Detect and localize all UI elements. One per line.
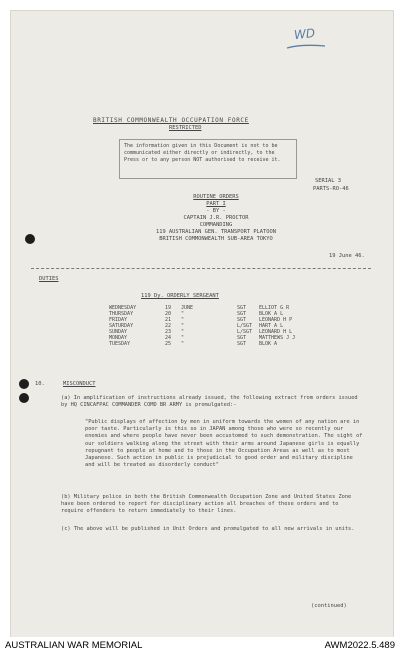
document-heading: BRITISH COMMONWEALTH OCCUPATION FORCE [93, 117, 249, 124]
document-date: 19 June 46. [329, 253, 365, 259]
unit-line-2: BRITISH COMMONWEALTH SUB-AREA TOKYO [159, 236, 273, 242]
schedule-day: WEDNESDAY [109, 305, 137, 311]
schedule-rank: SGT [237, 341, 247, 347]
schedule-name: BLOK A [259, 341, 278, 347]
officer-name: CAPTAIN J.R. PROCTOR [183, 215, 249, 221]
schedule-row [109, 341, 319, 347]
schedule-name: BLOK A L [259, 311, 284, 317]
schedule-rank: SGT [237, 305, 247, 311]
classification-label: RESTRICTED [169, 125, 202, 131]
section-duties: DUTIES [39, 276, 59, 282]
schedule-date: 20 [165, 311, 172, 317]
handwritten-stamp [281, 24, 331, 58]
schedule-date: 22 [165, 323, 172, 329]
schedule-rank: L/SGT [237, 323, 253, 329]
schedule-month: " [181, 311, 185, 317]
dashed-divider [31, 268, 371, 269]
schedule-month: " [181, 323, 185, 329]
restriction-notice [119, 139, 297, 179]
schedule-date: 19 [165, 305, 172, 311]
schedule-rank: SGT [237, 317, 247, 323]
schedule-rank: SGT [237, 335, 247, 341]
paragraph-a: (a) In amplification of instructions already issued, the following extract from orders issued by HQ CINCAFPAC COMMANDER COMD BR ARMY is promulgated:- [61, 395, 358, 409]
schedule-date: 24 [165, 335, 172, 341]
schedule-month: " [181, 335, 185, 341]
schedule-day: SATURDAY [109, 323, 134, 329]
schedule-rank: L/SGT [237, 329, 253, 335]
orders-block [91, 194, 341, 243]
schedule-day: TUESDAY [109, 341, 131, 347]
footer-bar [0, 637, 400, 653]
section-number: 10. [35, 381, 45, 387]
schedule-date: 23 [165, 329, 172, 335]
paragraph-c: (c) The above will be published in Unit Orders and promulgated to all new arrivals in units. [61, 526, 355, 532]
footer-institution: AUSTRALIAN WAR MEMORIAL [5, 640, 143, 651]
schedule-name: MATTHEWS J J [259, 335, 296, 341]
continued-note: (continued) [311, 603, 347, 609]
orders-part: PART I [206, 201, 226, 207]
duty-heading: 119 Dy. ORDERLY SERGEANT [141, 293, 219, 299]
schedule-date: 25 [165, 341, 172, 347]
unit-line-1: 119 AUSTRALIAN GEN. TRANSPORT PLATOON [155, 229, 277, 235]
section-title: MISCONDUCT [63, 381, 96, 387]
schedule-name: LEONARD H P [259, 317, 293, 323]
schedule-name: LEONARD H L [259, 329, 293, 335]
schedule-name: HART A L [259, 323, 284, 329]
schedule-day: FRIDAY [109, 317, 128, 323]
schedule-month: JUNE [181, 305, 194, 311]
duty-schedule [109, 305, 319, 347]
schedule-date: 21 [165, 317, 172, 323]
schedule-month: " [181, 341, 185, 347]
officer-role: COMMANDING [199, 222, 233, 228]
schedule-month: " [181, 329, 185, 335]
orders-by: - BY - [206, 208, 226, 214]
schedule-name: ELLIOT G R [259, 305, 290, 311]
serial-number: SERIAL 3 [315, 178, 341, 184]
schedule-month: " [181, 317, 185, 323]
stamp-text: WD [293, 25, 316, 43]
schedule-day: MONDAY [109, 335, 128, 341]
document-page [10, 10, 394, 638]
schedule-day: THURSDAY [109, 311, 134, 317]
punch-hole-top [25, 234, 35, 244]
restriction-notice-text: The information given in this Document is not to be communicated either directly or indirectly, to the Press or to any person NOT authorised to receive it. [124, 143, 281, 163]
serial-reference: PARTS-RO-46 [313, 186, 349, 192]
schedule-rank: SGT [237, 311, 247, 317]
punch-hole-bottom [19, 393, 29, 403]
paragraph-b: (b) Military police in both the British Commonwealth Occupation Zone and United States Zone have been ordered to report for disciplinary action all breaches of these orders and to require offenders to return immediately to their lines. [61, 494, 352, 515]
schedule-day: SUNDAY [109, 329, 128, 335]
footer-accession-number: AWM2022.5.489 [324, 640, 395, 651]
quoted-order: "Public displays of affection by men in uniform towards the women of any nation are in poor taste. Particularly is this so in JAPAN among those who were so recently our enemies and where people have never been accustomed to such demonstration. The sight of our soldiers walking along the street with their arms around Japanese girls is equally repugnant to people at home and to those in the Occupation Areas as well as to most Japanese. Such action in public is prejudicial to good order and military discipline and will be treated as disorderly conduct" [85, 419, 363, 469]
orders-title: ROUTINE ORDERS [193, 194, 239, 200]
punch-hole-middle [19, 379, 29, 389]
